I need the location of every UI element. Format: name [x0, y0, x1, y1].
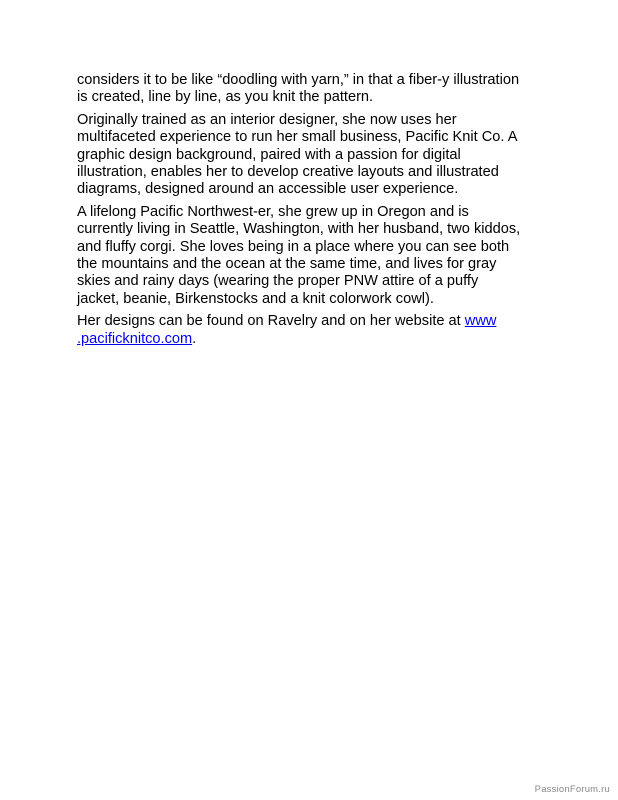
paragraph-background — [77, 112, 547, 199]
watermark-text: PassionForum.ru — [534, 784, 610, 795]
text-line: the mountains and the ocean at the same time, and lives for gray — [77, 256, 497, 273]
text-line: skies and rainy days (wearing the proper PNW attire of a puffy — [77, 273, 479, 290]
text-line: illustration, enables her to develop creative layouts and illustrated — [77, 164, 499, 181]
paragraph-intro — [77, 72, 547, 107]
text-line: graphic design background, paired with a passion for digital — [77, 146, 461, 163]
sentence-period: . — [192, 330, 197, 347]
text-line: is created, line by line, as you knit the pattern. — [77, 89, 374, 106]
website-link-continued[interactable]: .pacificknitco.com — [77, 330, 193, 347]
paragraph-website — [77, 313, 547, 348]
text-line: jacket, beanie, Birkenstocks and a knit colorwork cowl). — [77, 290, 434, 307]
text-line: currently living in Seattle, Washington, with her husband, two kiddos, — [77, 221, 521, 238]
text-line: multifaceted experience to run her small business, Pacific Knit Co. A — [77, 129, 518, 146]
text-line: diagrams, designed around an accessible user experience. — [77, 181, 459, 198]
text-line: and fluffy corgi. She loves being in a place where you can see both — [77, 238, 510, 255]
website-link[interactable]: www — [464, 313, 497, 330]
text-line: A lifelong Pacific Northwest-er, she grew up in Oregon and is — [77, 203, 469, 220]
document-body — [77, 72, 547, 353]
text-line: considers it to be like “doodling with yarn,” in that a fiber-y illustration — [77, 72, 520, 88]
text-line — [77, 313, 547, 330]
website-intro-text: Her designs can be found on Ravelry and on her website at — [77, 313, 465, 330]
text-line: Originally trained as an interior designer, she now uses her — [77, 111, 457, 128]
text-line — [77, 331, 547, 348]
paragraph-life — [77, 204, 547, 308]
